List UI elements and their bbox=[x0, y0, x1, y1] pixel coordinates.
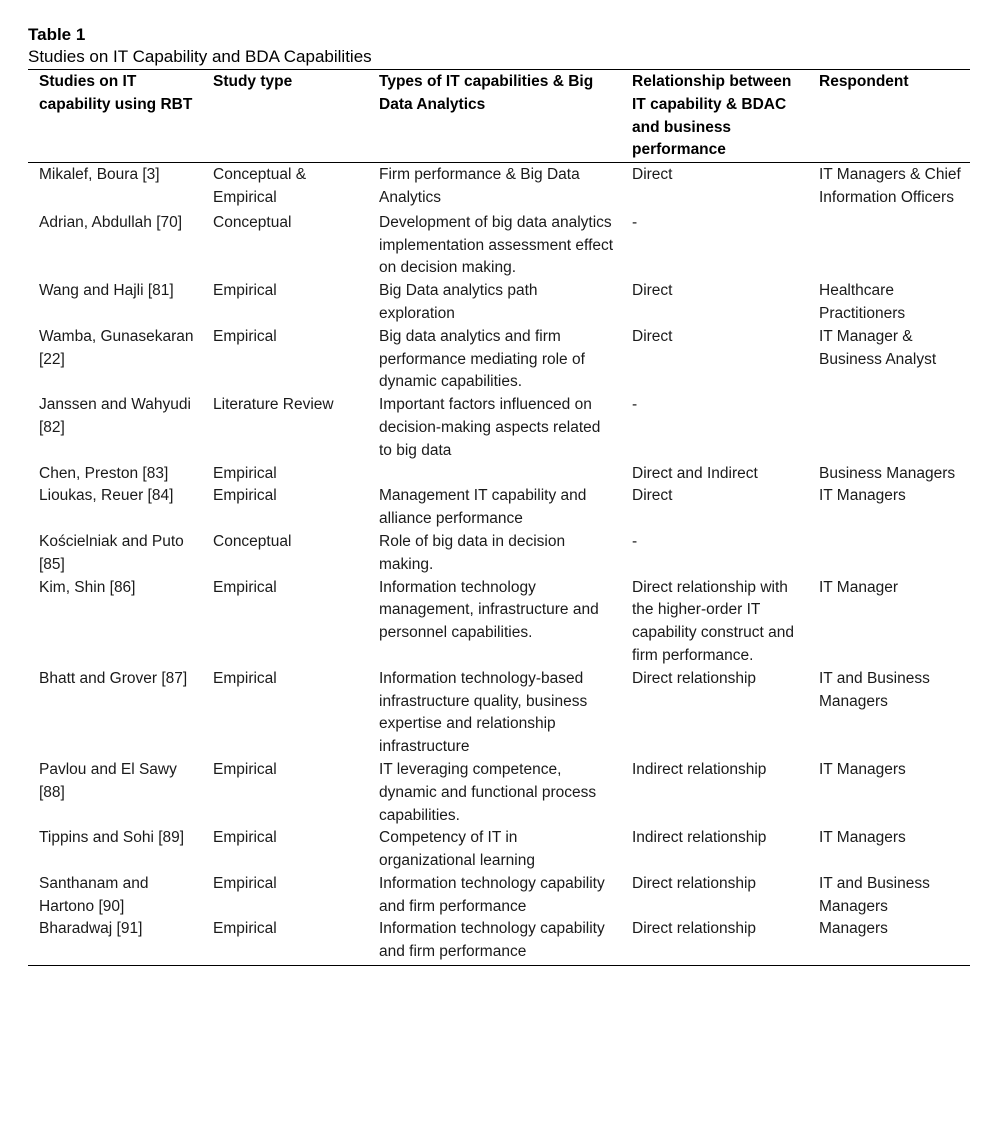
cell-study: Bharadwaj [91] bbox=[39, 920, 143, 938]
table-row bbox=[28, 827, 970, 873]
table-row bbox=[28, 280, 970, 326]
cell-capability-types bbox=[368, 463, 621, 486]
table-caption: Studies on IT Capability and BDA Capabilities bbox=[28, 47, 372, 66]
cell-relationship: Indirect relationship bbox=[632, 829, 767, 847]
cell-study-type: Literature Review bbox=[213, 396, 334, 414]
table-row bbox=[28, 212, 970, 280]
cell-study-type: Empirical bbox=[213, 669, 277, 687]
cell-capability-types: Important factors influenced on decision-making aspects related to big data bbox=[379, 396, 601, 459]
table-row bbox=[28, 463, 970, 486]
cell-relationship: Direct bbox=[632, 166, 673, 184]
cell-relationship: - bbox=[632, 532, 638, 550]
cell-capability-types: Information technology capability and firm performance bbox=[379, 874, 605, 915]
table-row bbox=[28, 918, 970, 965]
cell-respondent: IT Managers & Chief Information Officers bbox=[819, 166, 961, 206]
cell-study-type: Conceptual & Empirical bbox=[213, 166, 307, 206]
cell-respondent: Managers bbox=[819, 920, 888, 938]
cell-capability-types: Firm performance & Big Data Analytics bbox=[379, 166, 580, 206]
cell-study: Adrian, Abdullah [70] bbox=[39, 213, 183, 231]
cell-capability-types: Big data analytics and firm performance mediating role of dynamic capabilities. bbox=[379, 327, 585, 391]
cell-study-type: Empirical bbox=[213, 760, 277, 778]
cell-capability-types: Development of big data analytics implementation assessment effect on decision making. bbox=[379, 213, 614, 277]
cell-respondent: IT Manager & Business Analyst bbox=[819, 327, 937, 368]
cell-study-type: Empirical bbox=[213, 920, 277, 938]
cell-study-type: Empirical bbox=[213, 464, 277, 482]
cell-capability-types: Competency of IT in organizational learning bbox=[379, 829, 535, 870]
cell-relationship: - bbox=[632, 396, 638, 414]
cell-respondent: IT Managers bbox=[819, 829, 906, 847]
cell-study: Mikalef, Boura [3] bbox=[39, 166, 160, 184]
cell-study-type: Empirical bbox=[213, 874, 277, 892]
cell-capability-types: Big Data analytics path exploration bbox=[379, 282, 538, 322]
cell-study: Kościelniak and Puto [85] bbox=[39, 532, 184, 573]
cell-study: Wamba, Gunasekaran [22] bbox=[39, 327, 194, 368]
table-row bbox=[28, 577, 970, 668]
cell-capability-types: Information technology capability and firm performance bbox=[379, 920, 605, 961]
cell-relationship: Direct relationship bbox=[632, 874, 757, 892]
cell-relationship: - bbox=[632, 213, 638, 231]
cell-capability-types: Role of big data in decision making. bbox=[379, 532, 566, 573]
cell-relationship: Direct bbox=[632, 327, 673, 345]
cell-relationship: Direct bbox=[632, 487, 673, 505]
cell-respondent bbox=[808, 531, 970, 577]
cell-study-type: Empirical bbox=[213, 282, 277, 300]
cell-capability-types: Management IT capability and alliance performance bbox=[379, 487, 587, 528]
document bbox=[28, 24, 970, 966]
table-row bbox=[28, 326, 970, 394]
table-row bbox=[28, 485, 970, 531]
cell-study: Kim, Shin [86] bbox=[39, 578, 136, 596]
table-row bbox=[28, 668, 970, 759]
cell-respondent: IT Managers bbox=[819, 760, 906, 778]
cell-study: Tippins and Sohi [89] bbox=[39, 829, 185, 847]
table-row bbox=[28, 873, 970, 919]
cell-relationship: Direct relationship with the higher-order IT capability construct and firm performance. bbox=[632, 578, 794, 664]
table-row bbox=[28, 531, 970, 577]
cell-study: Janssen and Wahyudi [82] bbox=[39, 396, 191, 436]
cell-relationship: Direct relationship bbox=[632, 920, 757, 938]
cell-study: Lioukas, Reuer [84] bbox=[39, 487, 174, 505]
cell-respondent: IT and Business Managers bbox=[819, 669, 930, 710]
cell-respondent: Healthcare Practitioners bbox=[819, 282, 906, 322]
cell-study: Pavlou and El Sawy [88] bbox=[39, 760, 177, 801]
cell-relationship: Direct relationship bbox=[632, 669, 757, 687]
cell-study: Chen, Preston [83] bbox=[39, 464, 169, 482]
cell-capability-types: Information technology-based infrastructure quality, business expertise and relationship infrastructure bbox=[379, 669, 588, 756]
cell-respondent: IT Managers bbox=[819, 487, 906, 505]
cell-relationship: Indirect relationship bbox=[632, 760, 767, 778]
cell-capability-types: Information technology management, infrastructure and personnel capabilities. bbox=[379, 578, 599, 642]
header-study-type: Study type bbox=[213, 73, 293, 90]
cell-respondent: IT Manager bbox=[819, 578, 898, 596]
cell-study: Santhanam and Hartono [90] bbox=[39, 874, 149, 915]
cell-relationship: Direct bbox=[632, 282, 673, 300]
cell-study-type: Empirical bbox=[213, 327, 277, 345]
cell-respondent: Business Managers bbox=[819, 464, 956, 482]
header-capability-types: Types of IT capabilities & Big Data Analytics bbox=[379, 73, 594, 113]
cell-respondent: IT and Business Managers bbox=[819, 874, 930, 915]
cell-study: Wang and Hajli [81] bbox=[39, 282, 174, 300]
cell-relationship: Direct and Indirect bbox=[632, 464, 758, 482]
cell-study-type: Conceptual bbox=[213, 213, 292, 231]
cell-study-type: Empirical bbox=[213, 487, 277, 505]
cell-study-type: Conceptual bbox=[213, 532, 292, 550]
table-header-row bbox=[28, 70, 970, 163]
cell-capability-types: IT leveraging competence, dynamic and functional process capabilities. bbox=[379, 760, 597, 824]
table-row bbox=[28, 759, 970, 827]
table-row bbox=[28, 163, 970, 212]
cell-respondent bbox=[808, 394, 970, 462]
cell-study-type: Empirical bbox=[213, 578, 277, 596]
cell-study-type: Empirical bbox=[213, 829, 277, 847]
table-row bbox=[28, 394, 970, 462]
header-relationship: Relationship between IT capability & BDAC and business performance bbox=[632, 73, 792, 159]
header-studies: Studies on IT capability using RBT bbox=[39, 73, 193, 113]
studies-table bbox=[28, 69, 970, 966]
header-respondent: Respondent bbox=[819, 73, 909, 90]
cell-respondent bbox=[808, 212, 970, 280]
cell-study: Bhatt and Grover [87] bbox=[39, 669, 188, 687]
table-title: Table 1 bbox=[28, 25, 86, 44]
